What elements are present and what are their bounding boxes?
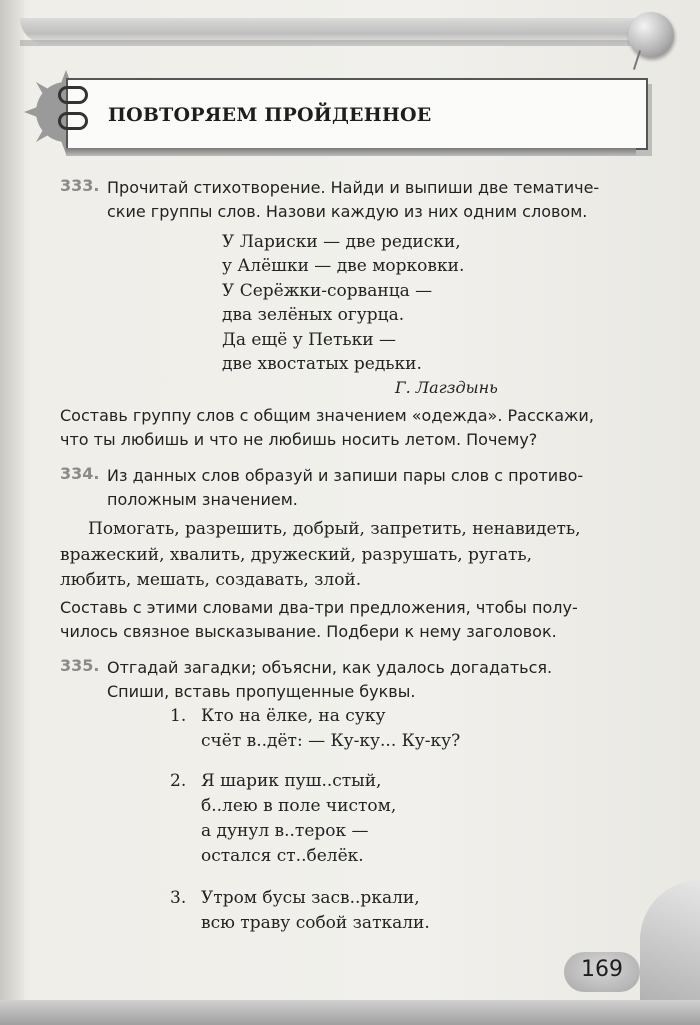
poem-line: У Серёжки-сорванца — <box>222 281 433 301</box>
riddle-line: Утром бусы засв..ркали, <box>201 888 420 908</box>
exercise-followup-line: Составь с этими словами два-три предложения, чтобы полу- <box>60 598 578 617</box>
word-list-line: Помогать, разрешить, добрый, запретить, ненавидеть, <box>88 519 581 539</box>
bottom-decoration <box>0 1000 700 1025</box>
riddle-number: 3. <box>170 888 187 908</box>
section-title: ПОВТОРЯЕМ ПРОЙДЕННОЕ <box>108 104 432 126</box>
exercise-number: 333. <box>60 176 100 195</box>
riddle-line: б..лею в поле чистом, <box>201 796 397 816</box>
riddle-number: 2. <box>170 771 187 791</box>
page-number: 169 <box>581 957 623 982</box>
riddle-line: счёт в..дёт: — Ку-ку... Ку-ку? <box>201 731 461 751</box>
section-title-underline <box>66 148 636 156</box>
poem-line: два зелёных огурца. <box>222 305 405 325</box>
exercise-task-line: Спиши, вставь пропущенные буквы. <box>107 682 416 701</box>
riddle-line: остался ст..белёк. <box>201 846 364 866</box>
exercise-task-line: Отгадай загадки; объясни, как удалось догадаться. <box>107 658 553 677</box>
exercise-number: 335. <box>60 656 100 675</box>
riddle-number: 1. <box>170 706 187 726</box>
balloon-icon <box>628 12 674 58</box>
binder-ring-icon <box>58 86 88 104</box>
exercise-followup-line: чилось связное высказывание. Подбери к нему заголовок. <box>60 622 557 641</box>
balloon-string <box>633 50 641 70</box>
poem-line: Да ещё у Петьки — <box>222 330 397 350</box>
poem-line: У Лариски — две редиски, <box>222 232 461 252</box>
poem-line: у Алёшки — две морковки. <box>222 256 465 276</box>
exercise-task-line: Из данных слов образуй и запиши пары слов с противо- <box>107 466 584 485</box>
top-decoration-line <box>20 40 640 46</box>
riddle-line: Кто на ёлке, на суку <box>201 706 386 726</box>
exercise-task-line: ские группы слов. Назови каждую из них одним словом. <box>107 202 588 221</box>
riddle-line: а дунул в..терок — <box>201 821 369 841</box>
page-spine-shadow <box>0 0 24 1025</box>
exercise-followup-line: Составь группу слов с общим значением «одежда». Расскажи, <box>60 406 594 425</box>
riddle-line: Я шарик пуш..стый, <box>201 771 382 791</box>
exercise-number: 334. <box>60 464 100 483</box>
poem-author: Г. Лагздынь <box>395 378 498 397</box>
word-list-line: любить, мешать, создавать, злой. <box>60 570 362 590</box>
word-list-line: вражеский, хвалить, дружеский, разрушать, ругать, <box>60 545 533 565</box>
riddle-line: всю траву собой заткали. <box>201 913 430 933</box>
poem-line: две хвостатых редьки. <box>222 354 422 374</box>
binder-ring-icon <box>58 112 88 130</box>
exercise-task-line: Прочитай стихотворение. Найди и выпиши две тематиче- <box>107 178 600 197</box>
exercise-followup-line: что ты любишь и что не любишь носить летом. Почему? <box>60 430 538 449</box>
exercise-task-line: положным значением. <box>107 490 298 509</box>
